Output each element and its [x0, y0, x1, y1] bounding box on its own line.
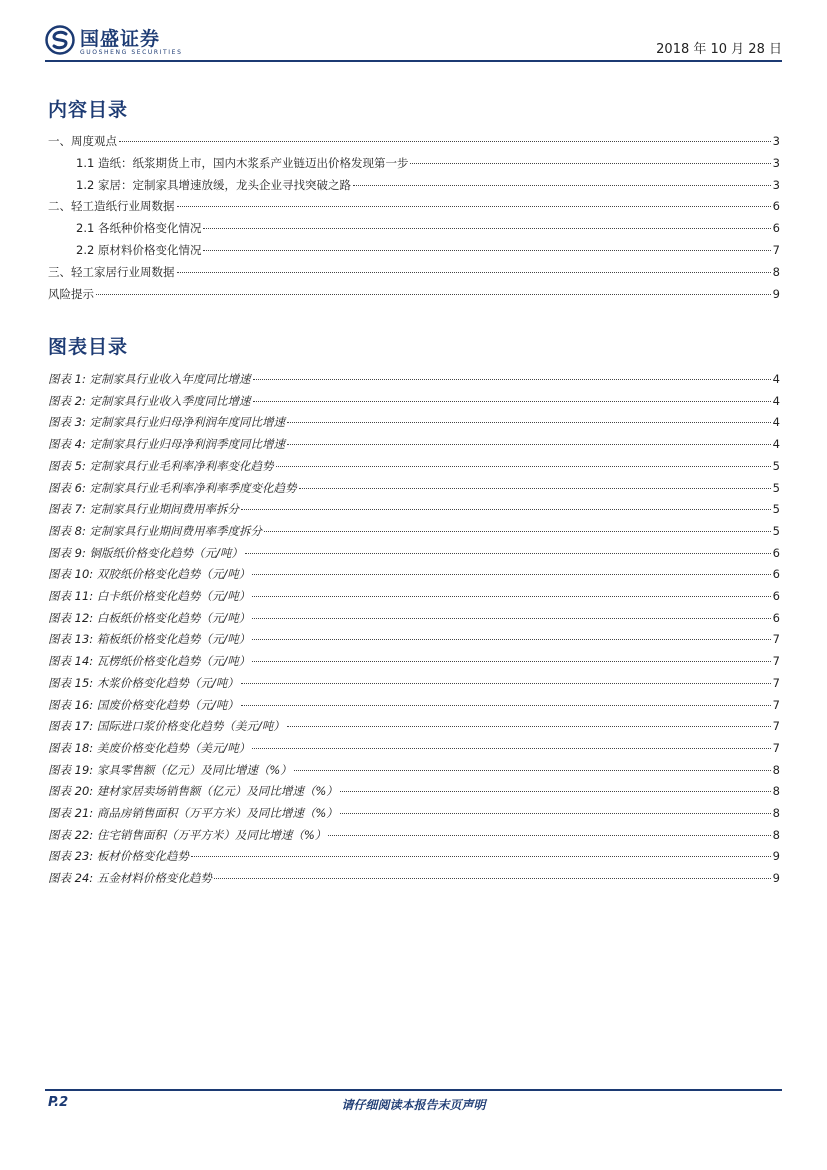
- toc-entry[interactable]: [76, 177, 780, 193]
- figure-entry-page: 4: [772, 437, 780, 452]
- figure-entry-title: 图表 24: 五金材料价格变化趋势: [48, 871, 212, 886]
- figure-entry-title: 图表 14: 瓦楞纸价格变化趋势（元/吨）: [48, 654, 251, 669]
- figure-entry-title: 图表 18: 美废价格变化趋势（美元/吨）: [48, 740, 251, 755]
- figure-entry-page: 5: [772, 502, 780, 517]
- logo-subtitle: GUOSHENG SECURITIES: [80, 49, 183, 56]
- figure-entry[interactable]: [48, 523, 780, 539]
- figure-entry[interactable]: [48, 805, 780, 821]
- figure-entry-page: 7: [772, 654, 780, 669]
- figure-entry-page: 7: [772, 740, 780, 755]
- figure-entry-title: 图表 1: 定制家具行业收入年度同比增速: [48, 372, 251, 386]
- toc-entry-title: 1.2 家居：定制家具增速放缓，龙头企业寻找突破之路: [76, 177, 351, 192]
- toc-entry-title: 2.2 原材料价格变化情况: [76, 243, 202, 257]
- figure-entry-title: 图表 20: 建材家居卖场销售额（亿元）及同比增速（%）: [48, 784, 338, 799]
- header-divider: [45, 60, 782, 62]
- toc-entry-page: 6: [772, 221, 780, 236]
- leader-dots: [252, 661, 770, 662]
- figure-entry[interactable]: [48, 436, 780, 452]
- toc-entry[interactable]: [76, 242, 780, 258]
- figure-entry[interactable]: [48, 827, 780, 843]
- figure-entry-title: 图表 12: 白板纸价格变化趋势（元/吨）: [48, 610, 251, 625]
- leader-dots: [203, 250, 770, 251]
- figure-entry-page: 7: [772, 719, 780, 734]
- figure-entry[interactable]: [48, 675, 780, 691]
- toc-entry-title: 二、轻工造纸行业周数据: [48, 199, 175, 214]
- figure-entry-page: 6: [772, 610, 780, 625]
- figure-entry-page: 6: [772, 589, 780, 603]
- figure-entry[interactable]: [48, 697, 780, 713]
- figure-entry-page: 6: [772, 567, 780, 582]
- toc-entry[interactable]: [48, 198, 780, 214]
- toc-entry-title: 1.1 造纸：纸浆期货上市，国内木浆系产业链迈出价格发现第一步: [76, 155, 409, 170]
- page-header: [45, 22, 782, 60]
- leader-dots: [241, 683, 771, 684]
- toc-entry-page: 3: [772, 134, 780, 148]
- figure-entry-title: 图表 6: 定制家具行业毛利率净利率季度变化趋势: [48, 480, 297, 495]
- figure-entry-title: 图表 21: 商品房销售面积（万平方米）及同比增速（%）: [48, 806, 338, 820]
- figure-entry-title: 图表 22: 住宅销售面积（万平方米）及同比增速（%）: [48, 827, 327, 842]
- leader-dots: [177, 206, 771, 207]
- disclaimer-note: 请仔细阅读本报告末页声明: [341, 1098, 486, 1112]
- leader-dots: [287, 444, 771, 445]
- leader-dots: [252, 618, 770, 619]
- figure-entry-page: 7: [772, 675, 780, 690]
- figure-entry-title: 图表 23: 板材价格变化趋势: [48, 849, 189, 864]
- figure-entry[interactable]: [48, 545, 780, 561]
- toc-entry-page: 6: [772, 199, 780, 214]
- toc-entry-title: 三、轻工家居行业周数据: [48, 264, 175, 279]
- figure-entry[interactable]: [48, 631, 780, 647]
- figure-entry[interactable]: [48, 762, 780, 778]
- figure-entry-title: 图表 11: 白卡纸价格变化趋势（元/吨）: [48, 589, 251, 603]
- toc-entry-page: 7: [772, 243, 780, 257]
- leader-dots: [294, 770, 771, 771]
- figure-entry-title: 图表 15: 木浆价格变化趋势（元/吨）: [48, 675, 239, 690]
- figure-entry-title: 图表 13: 箱板纸价格变化趋势（元/吨）: [48, 632, 251, 647]
- leader-dots: [241, 509, 771, 510]
- figure-entry-page: 9: [772, 849, 780, 864]
- leader-dots: [287, 726, 771, 727]
- figure-entry-title: 图表 5: 定制家具行业毛利率净利率变化趋势: [48, 458, 274, 473]
- figure-entry[interactable]: [48, 870, 780, 886]
- leader-dots: [299, 488, 771, 489]
- figure-entry-title: 图表 3: 定制家具行业归母净利润年度同比增速: [48, 415, 285, 430]
- leader-dots: [252, 574, 770, 575]
- figure-entry[interactable]: [48, 740, 780, 756]
- page-number: P.2: [48, 1095, 69, 1110]
- leader-dots: [203, 228, 770, 229]
- figure-entry-title: 图表 9: 铜版纸价格变化趋势（元/吨）: [48, 545, 243, 560]
- figure-entry-page: 8: [772, 762, 780, 777]
- figure-entry[interactable]: [48, 718, 780, 734]
- figure-entry-page: 7: [772, 697, 780, 712]
- leader-dots: [96, 294, 771, 295]
- figure-entry[interactable]: [48, 458, 780, 474]
- leader-dots: [252, 596, 770, 597]
- figure-entry[interactable]: [48, 783, 780, 799]
- logo-name: 国盛证券: [80, 28, 161, 50]
- leader-dots: [245, 553, 771, 554]
- logo-icon: [45, 25, 75, 55]
- report-date: 2018 年 10 月 28 日: [656, 42, 782, 57]
- figure-entry-page: 6: [772, 545, 780, 560]
- toc-entry-page: 9: [772, 286, 780, 301]
- leader-dots: [410, 163, 770, 164]
- toc-entry[interactable]: [76, 220, 780, 236]
- figure-entry[interactable]: [48, 480, 780, 496]
- figure-entry[interactable]: [48, 501, 780, 517]
- toc-entry-title: 2.1 各纸种价格变化情况: [76, 221, 202, 236]
- figure-entry-page: 8: [772, 806, 780, 820]
- figure-entry-title: 图表 10: 双胶纸价格变化趋势（元/吨）: [48, 567, 251, 582]
- toc-entry-page: 8: [772, 264, 780, 279]
- figure-entry[interactable]: [48, 393, 780, 409]
- toc-entry[interactable]: [48, 133, 780, 149]
- figure-entry-page: 8: [772, 827, 780, 842]
- figure-entry-page: 5: [772, 480, 780, 495]
- figure-entry-title: 图表 16: 国废价格变化趋势（元/吨）: [48, 697, 239, 712]
- logo: [45, 22, 195, 60]
- toc-entry[interactable]: [48, 264, 780, 280]
- figures-title: 图表目录: [48, 336, 129, 358]
- figure-entry-page: 4: [772, 415, 780, 430]
- leader-dots: [340, 813, 771, 814]
- leader-dots: [119, 141, 771, 142]
- leader-dots: [264, 531, 771, 532]
- figure-entry[interactable]: [48, 610, 780, 626]
- figure-entry-title: 图表 2: 定制家具行业收入季度同比增速: [48, 393, 251, 408]
- figure-entry-title: 图表 4: 定制家具行业归母净利润季度同比增速: [48, 437, 285, 452]
- leader-dots: [328, 835, 770, 836]
- leader-dots: [191, 856, 771, 857]
- leader-dots: [252, 748, 770, 749]
- toc-entry[interactable]: [48, 286, 780, 302]
- figure-entry-page: 7: [772, 632, 780, 647]
- contents-title: 内容目录: [48, 99, 129, 121]
- toc-entry-page: 3: [772, 177, 780, 192]
- figure-entry[interactable]: [48, 848, 780, 864]
- toc-entry[interactable]: [76, 155, 780, 171]
- leader-dots: [353, 185, 771, 186]
- figure-entry-title: 图表 7: 定制家具行业期间费用率拆分: [48, 502, 240, 517]
- leader-dots: [253, 401, 771, 402]
- leader-dots: [177, 272, 771, 273]
- figure-entry-title: 图表 19: 家具零售额（亿元）及同比增速（%）: [48, 762, 292, 777]
- leader-dots: [276, 466, 771, 467]
- leader-dots: [252, 639, 770, 640]
- figure-entry-page: 9: [772, 871, 780, 886]
- figure-entry[interactable]: [48, 653, 780, 669]
- figure-entry-title: 图表 8: 定制家具行业期间费用率季度拆分: [48, 523, 263, 538]
- leader-dots: [340, 791, 771, 792]
- figure-entry-page: 5: [772, 523, 780, 538]
- leader-dots: [241, 705, 771, 706]
- figure-entry-page: 5: [772, 458, 780, 473]
- leader-dots: [287, 422, 771, 423]
- figure-entry-page: 8: [772, 784, 780, 799]
- toc-entry-page: 3: [772, 155, 780, 170]
- toc-entry-title: 风险提示: [48, 286, 94, 301]
- figure-entry[interactable]: [48, 588, 780, 604]
- figure-entry[interactable]: [48, 371, 780, 387]
- figure-entry-page: 4: [772, 393, 780, 408]
- leader-dots: [214, 878, 771, 879]
- toc-entry-title: 一、周度观点: [48, 134, 117, 148]
- figure-entry[interactable]: [48, 414, 780, 430]
- footer-divider: [45, 1089, 782, 1091]
- figure-entry[interactable]: [48, 566, 780, 582]
- figure-entry-title: 图表 17: 国际进口浆价格变化趋势（美元/吨）: [48, 719, 285, 734]
- leader-dots: [253, 379, 771, 380]
- figure-entry-page: 4: [772, 372, 780, 386]
